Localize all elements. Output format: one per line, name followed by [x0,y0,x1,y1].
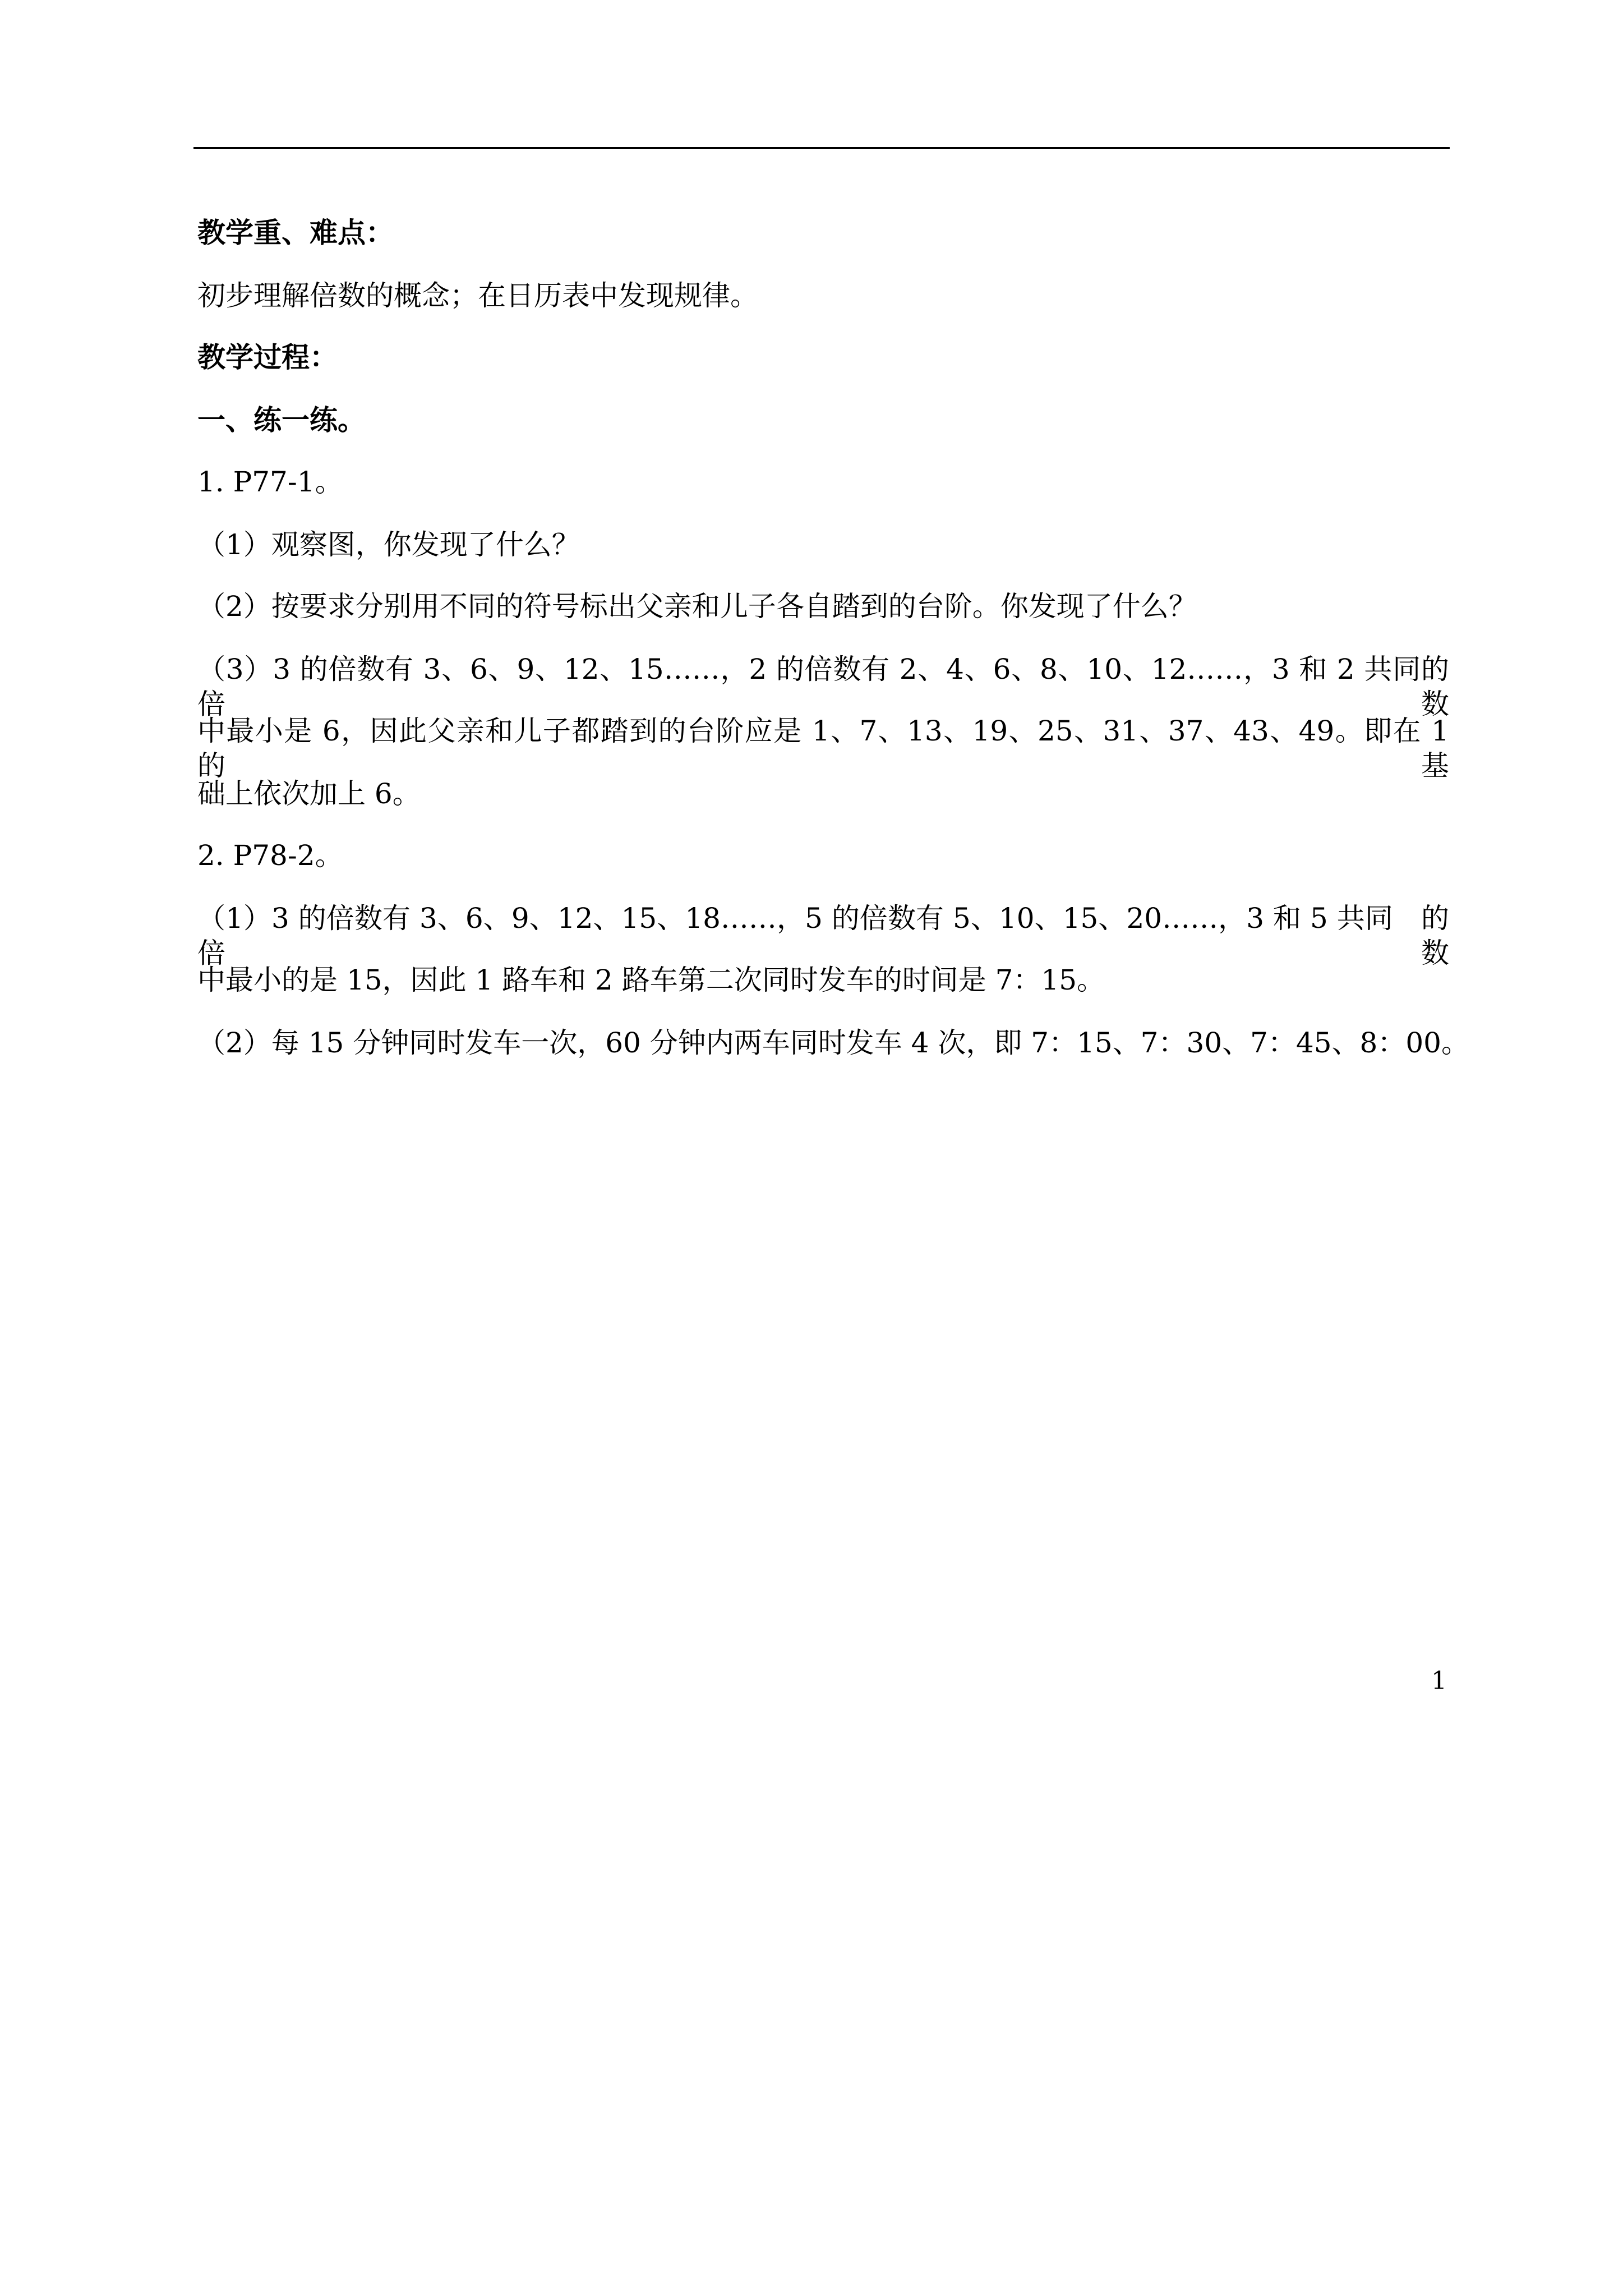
section-one-heading: 一、练一练。 [197,403,366,436]
key-points-text: 初步理解倍数的概念；在日历表中发现规律。 [197,279,758,312]
item-1-question-3-line-3: 础上依次加上 6。 [197,777,421,810]
item-1-question-2: （2）按要求分别用不同的符号标出父亲和儿子各自踏到的台阶。你发现了什么？ [197,590,1197,623]
item-1-question-3-line-1: （3）3 的倍数有 3、6、9、12、15……，2 的倍数有 2、4、6、8、10、12……，3 和 2 共同的倍数 [197,653,1449,720]
item-2-question-1-line-2: 中最小的是 15，因此 1 路车和 2 路车第二次同时发车的时间是 7：15。 [197,964,1105,996]
item-2-title: 2. P78-2。 [197,839,343,872]
item-1-title: 1. P77-1。 [197,466,343,498]
item-2-question-2: （2）每 15 分钟同时发车一次，60 分钟内两车同时发车 4 次，即 7：15、7：30、7：45、8：00。 [197,1027,1469,1059]
key-points-heading: 教学重、难点： [197,216,394,249]
item-2-question-1-line-1: （1）3 的倍数有 3、6、9、12、15、18……，5 的倍数有 5、10、15、20……，3 和 5 共同 的倍数 [197,902,1449,969]
item-1-question-1: （1）观察图，你发现了什么？ [197,528,580,561]
item-1-question-3-line-2: 中最小是 6，因此父亲和儿子都踏到的台阶应是 1、7、13、19、25、31、37、43、49。即在 1 的基 [197,715,1449,782]
page-number: 1 [1431,1667,1447,1695]
header-rule [193,147,1450,149]
process-heading: 教学过程： [197,341,338,374]
